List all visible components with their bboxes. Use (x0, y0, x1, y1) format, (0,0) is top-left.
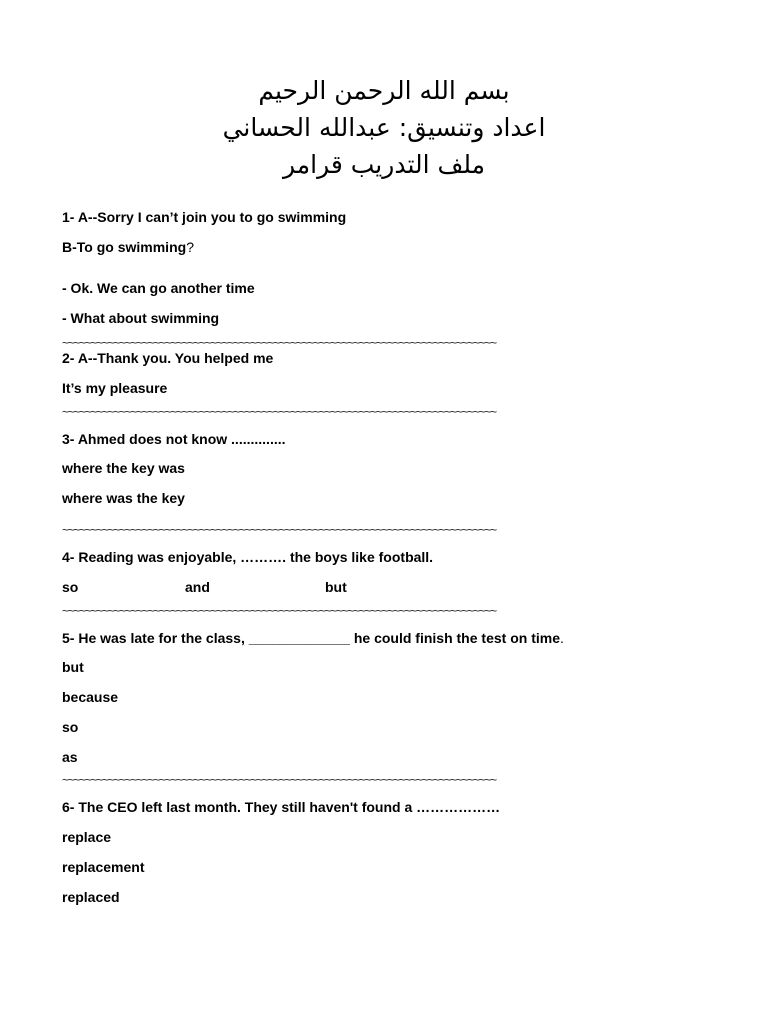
question-5-option-as: as (62, 749, 78, 765)
header-basmala: بسم الله الرحمن الرحيم (258, 76, 510, 105)
question-1-line-b-text: B-To go swimming (62, 239, 187, 255)
question-1-prompt: 1- A--Sorry I can’t join you to go swimming (62, 209, 347, 225)
question-5-option-but: but (62, 659, 84, 675)
divider-1: ~~~~~~~~~~~~~~~~~~~~~~~~~~~~~~~~~~~~~~~~~~~~~~~~~~~~~~~~~~~~~~~~~~~~~~~~~~~~ (62, 336, 496, 350)
question-4-option-and: and (185, 579, 210, 595)
question-3-prompt: 3- Ahmed does not know .............. (62, 431, 286, 447)
divider-5: ~~~~~~~~~~~~~~~~~~~~~~~~~~~~~~~~~~~~~~~~~~~~~~~~~~~~~~~~~~~~~~~~~~~~~~~~~~~~ (62, 773, 496, 787)
question-6-option-replace: replace (62, 829, 112, 845)
question-4-option-so: so (62, 579, 79, 595)
header-file-title: ملف التدريب قرامر (282, 150, 486, 179)
question-3-option-2: where was the key (62, 490, 185, 506)
question-1-line-b (62, 238, 194, 256)
question-5-prompt-text: 5- He was late for the class, _____________ he could finish the test on time (62, 630, 560, 646)
question-4-options (62, 578, 662, 596)
question-1-line-b-suffix: ? (186, 239, 194, 255)
question-4-option-but: but (325, 579, 347, 595)
question-6-option-replaced: replaced (62, 889, 120, 905)
divider-4: ~~~~~~~~~~~~~~~~~~~~~~~~~~~~~~~~~~~~~~~~~~~~~~~~~~~~~~~~~~~~~~~~~~~~~~~~~~~~ (62, 604, 496, 618)
question-5-option-because: because (62, 689, 119, 705)
divider-3: ~~~~~~~~~~~~~~~~~~~~~~~~~~~~~~~~~~~~~~~~~~~~~~~~~~~~~~~~~~~~~~~~~~~~~~~~~~~~ (62, 523, 496, 537)
question-6-option-replacement: replacement (62, 859, 145, 875)
divider-2: ~~~~~~~~~~~~~~~~~~~~~~~~~~~~~~~~~~~~~~~~~~~~~~~~~~~~~~~~~~~~~~~~~~~~~~~~~~~~ (62, 405, 496, 419)
question-6-prompt: 6- The CEO left last month. They still haven't found a ……………… (62, 799, 501, 815)
question-1-answer-what-about: - What about swimming (62, 310, 220, 326)
document-header (0, 72, 768, 183)
question-2-prompt: 2- A--Thank you. You helped me (62, 350, 274, 366)
question-1-answer-ok: - Ok. We can go another time (62, 280, 255, 296)
question-5-option-so: so (62, 719, 79, 735)
question-3-option-1: where the key was (62, 460, 185, 476)
header-author: اعداد وتنسيق: عبدالله الحساني (222, 113, 546, 142)
question-4-prompt: 4- Reading was enjoyable, ………. the boys like football. (62, 549, 434, 565)
question-2-answer: It’s my pleasure (62, 380, 168, 396)
question-5-prompt (62, 629, 564, 647)
question-5-prompt-suffix: . (559, 630, 564, 646)
